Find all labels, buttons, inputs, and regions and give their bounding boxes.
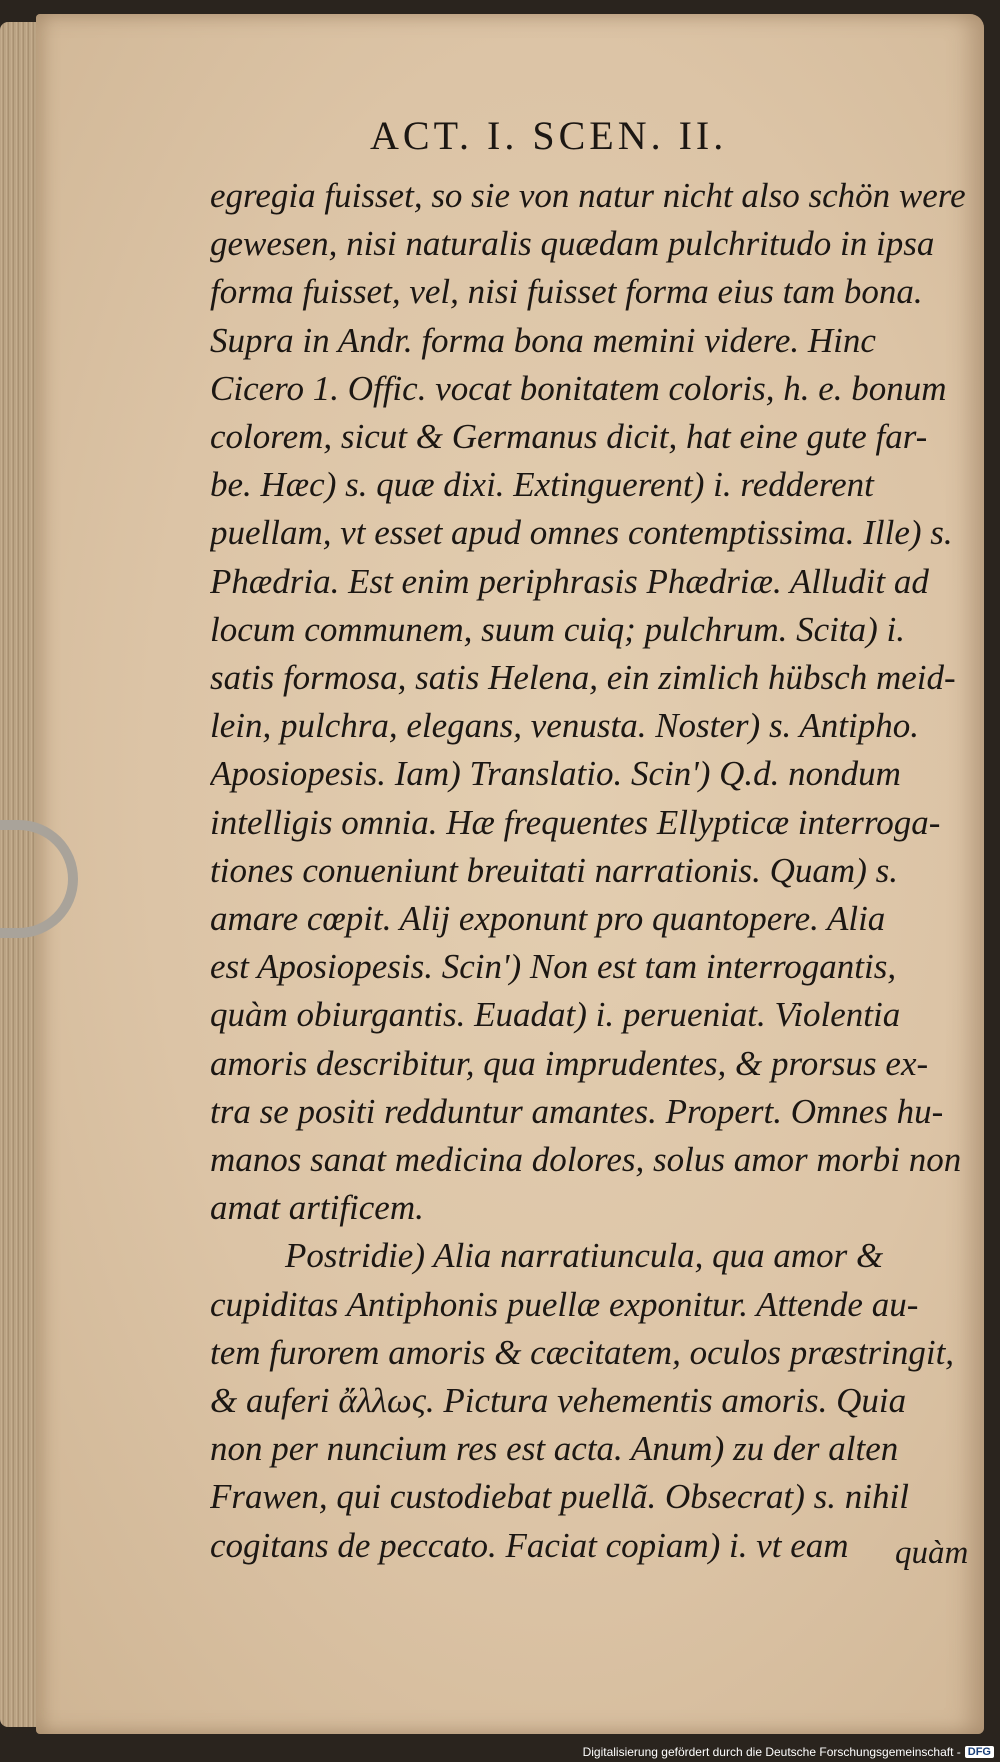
text-line: tem furorem amoris & cæcitatem, oculos præstringit, [210, 1332, 955, 1372]
catchword: quàm [895, 1535, 969, 1571]
text-line: cupiditas Antiphonis puellæ exponitur. Attende au- [210, 1284, 919, 1324]
text-line: Aposiopesis. Iam) Translatio. Scin') Q.d. nondum [210, 754, 901, 794]
text-line: tiones conueniunt breuitati narrationis. Quam) s. [210, 850, 898, 890]
text-line: quàm obiurgantis. Euadat) i. perueniat. Violentia [210, 995, 901, 1035]
running-header: ACT. I. SCEN. II. [370, 113, 728, 158]
text-line: Supra in Andr. forma bona memini videre. Hinc [210, 320, 876, 360]
dfg-logo: DFG [965, 1746, 994, 1758]
text-line: be. Hæc) s. quæ dixi. Extinguerent) i. redderent [210, 465, 874, 505]
text-line: est Aposiopesis. Scin') Non est tam interrogantis, [210, 947, 897, 987]
text-line: Postridie) Alia narratiuncula, qua amor & [285, 1236, 884, 1276]
text-line: amoris describitur, qua imprudentes, & prorsus ex- [210, 1043, 929, 1083]
text-line: cogitans de peccato. Faciat copiam) i. vt eam [210, 1525, 849, 1565]
text-line: intelligis omnia. Hæ frequentes Ellypticæ interroga- [210, 802, 941, 842]
text-line: non per nuncium res est acta. Anum) zu der alten [210, 1429, 899, 1469]
digitization-credit [583, 1745, 994, 1759]
text-line: forma fuisset, vel, nisi fuisset forma eius tam bona. [210, 272, 923, 312]
text-line: satis formosa, satis Helena, ein zimlich hübsch meid- [210, 658, 956, 698]
text-line: colorem, sicut & Germanus dicit, hat eine gute far- [210, 417, 928, 457]
text-line: manos sanat medicina dolores, solus amor morbi non [210, 1140, 962, 1180]
commentary-text [210, 172, 970, 1570]
text-line: Phædria. Est enim periphrasis Phædriæ. Alludit ad [210, 561, 929, 601]
text-line: amare cœpit. Alij exponunt pro quantopere. Alia [210, 899, 886, 939]
text-line: locum communem, suum cuiq; pulchrum. Scita) i. [210, 609, 906, 649]
text-line: Frawen, qui custodiebat puellã. Obsecrat) s. nihil [210, 1477, 909, 1517]
text-line: lein, pulchra, elegans, venusta. Noster) s. Antipho. [210, 706, 920, 746]
text-line: gewesen, nisi naturalis quædam pulchritudo in ipsa [210, 224, 935, 264]
text-line: puellam, vt esset apud omnes contemptissima. Ille) s. [210, 513, 953, 553]
text-line: & auferi ἄλλως. Pictura vehementis amoris. Quia [210, 1381, 907, 1421]
text-line: amat artificem. [210, 1188, 424, 1228]
text-line: Cicero 1. Offic. vocat bonitatem coloris, h. e. bonum [210, 368, 947, 408]
text-line: egregia fuisset, so sie von natur nicht also schön were [210, 176, 966, 215]
text-line: tra se positi redduntur amantes. Propert. Omnes hu- [210, 1091, 944, 1131]
credit-text: Digitalisierung gefördert durch die Deutsche Forschungsgemeinschaft - [582, 1745, 961, 1759]
